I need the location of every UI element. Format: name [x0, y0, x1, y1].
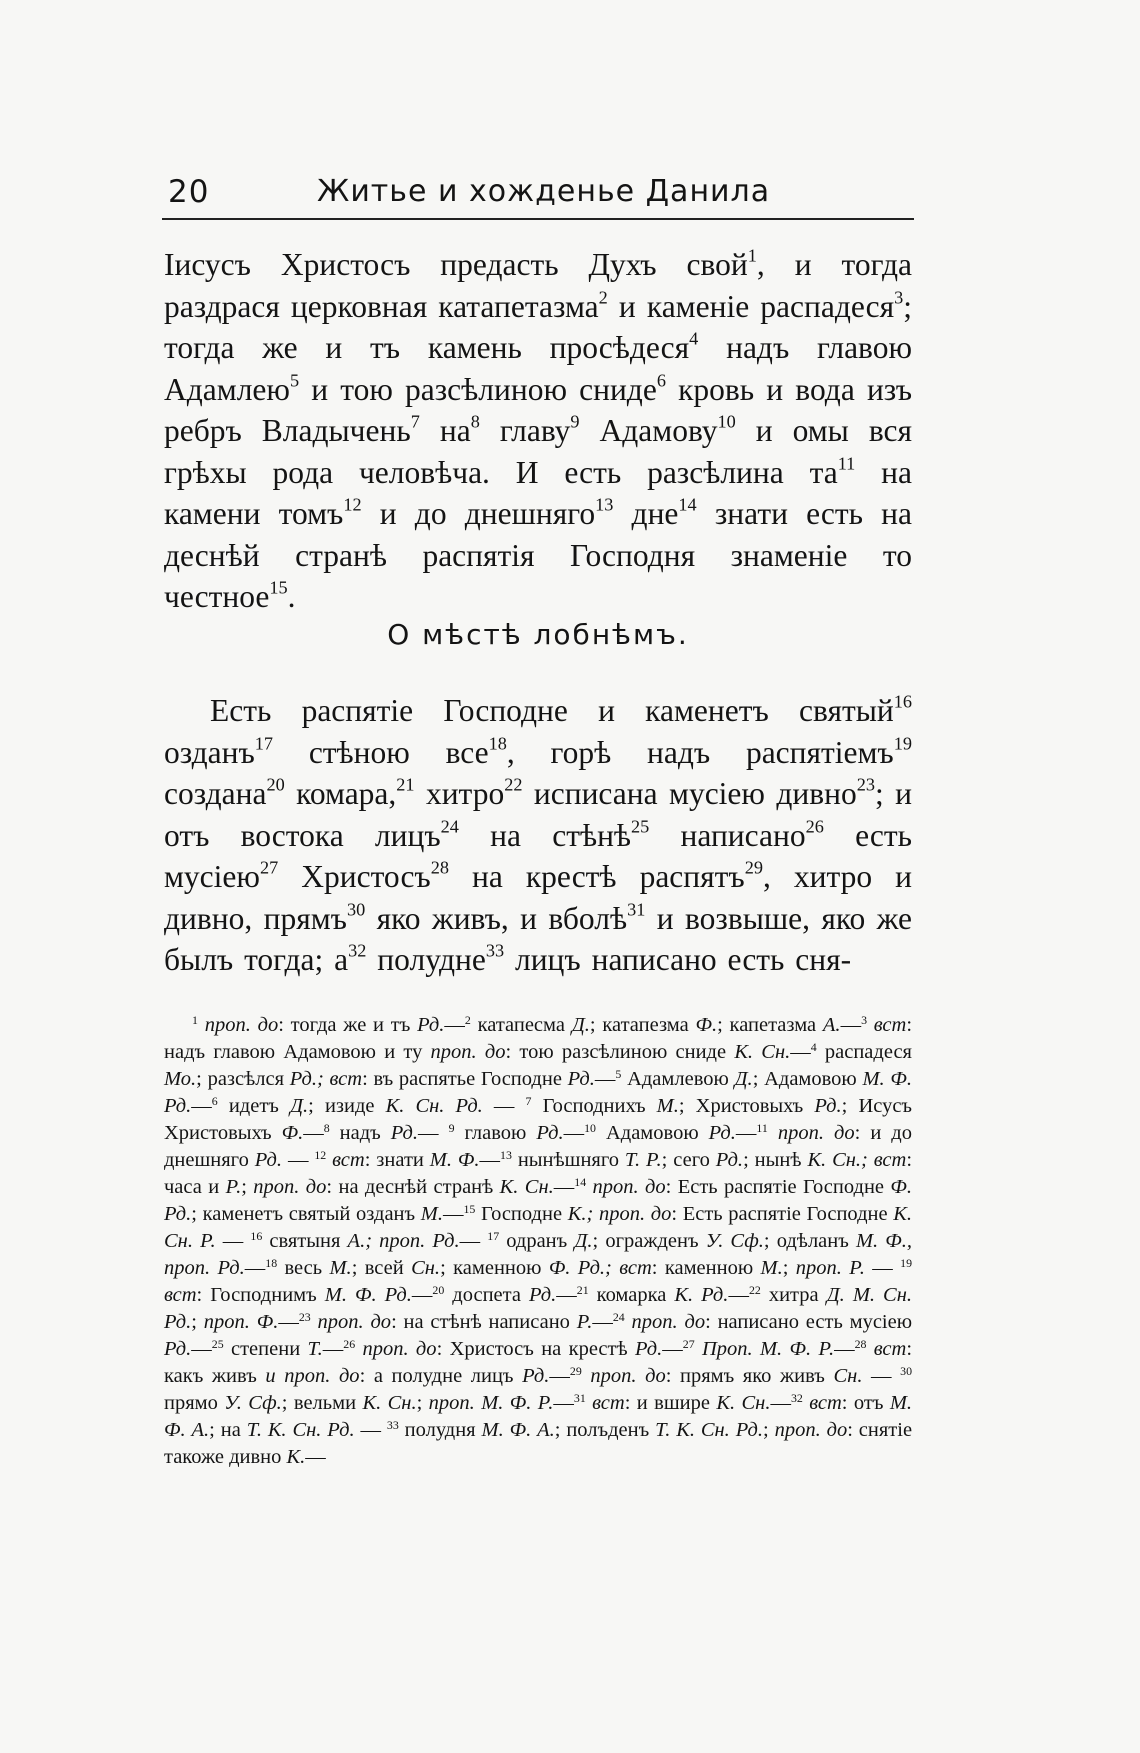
- text-run: —: [840, 1014, 862, 1036]
- text-run: —: [862, 1365, 901, 1387]
- text-run: ; разсѣлся: [196, 1068, 290, 1090]
- text-run: есть мусіею: [164, 817, 912, 894]
- text-run: ; огражденъ: [592, 1230, 706, 1252]
- text-run: ; тогда же и тъ камень просѣдеся: [164, 288, 913, 365]
- text-run: ; изиде: [308, 1095, 386, 1117]
- text-run: ;: [191, 1311, 204, 1333]
- footnote-ref: 7: [525, 1093, 532, 1108]
- siglum-italic: Мо.: [164, 1068, 197, 1090]
- siglum-italic: проп. до: [317, 1311, 392, 1333]
- text-run: исписана мусіею дивно: [522, 776, 857, 811]
- text-run: главу: [479, 413, 571, 448]
- footnote-ref: 9: [448, 1120, 455, 1135]
- text-run: —: [282, 1149, 315, 1171]
- siglum-italic: вст: [873, 1338, 907, 1360]
- footnote-ref: 11: [756, 1120, 768, 1135]
- text-run: —: [305, 1446, 326, 1468]
- text-run: , и тогда раздрася церковная катапетазма: [164, 247, 912, 324]
- text-run: : какъ живъ: [164, 1338, 913, 1387]
- text-run: —: [563, 1122, 585, 1144]
- siglum-italic: проп. до: [774, 1419, 848, 1441]
- footnote-ref: 29: [744, 857, 763, 878]
- text-run: [867, 1014, 874, 1036]
- siglum-italic: Рд.: [164, 1338, 192, 1360]
- footnote-ref: 17: [487, 1228, 500, 1243]
- text-run: дне: [613, 496, 679, 531]
- siglum-italic: М. Ф.: [429, 1149, 480, 1171]
- siglum-italic: Рд.: [634, 1338, 663, 1360]
- running-title: Житье и хожденье Данила: [317, 174, 771, 209]
- footnote-ref: 14: [574, 1174, 587, 1189]
- text-run: ; Христовыхъ: [678, 1095, 815, 1117]
- text-run: [198, 1014, 205, 1036]
- siglum-italic: К. Сн.: [734, 1041, 791, 1063]
- text-run: полудне: [366, 942, 486, 977]
- footnote-ref: 4: [689, 328, 699, 349]
- footnote-ref: 19: [900, 1255, 912, 1270]
- footnote-ref: 33: [485, 940, 505, 961]
- siglum-italic: проп. до: [592, 1176, 666, 1198]
- footnote-ref: 33: [386, 1417, 399, 1432]
- footnote-ref: 24: [612, 1309, 625, 1324]
- footnote-ref: 32: [348, 940, 367, 961]
- footnote-ref: 1: [192, 1012, 198, 1027]
- siglum-italic: К. Рд.: [674, 1284, 729, 1306]
- siglum-italic: проп. до: [430, 1041, 506, 1063]
- text-run: ;: [762, 1419, 775, 1441]
- siglum-italic: Д.: [289, 1095, 309, 1117]
- text-run: на камени томъ: [164, 454, 912, 531]
- footnote-ref: 6: [211, 1093, 218, 1108]
- text-run: —: [770, 1392, 791, 1414]
- text-run: ; каменетъ святый озданъ: [191, 1203, 421, 1225]
- footnote-ref: 30: [900, 1363, 913, 1378]
- text-run: ;: [416, 1392, 429, 1414]
- footnote-ref: 23: [856, 774, 875, 795]
- text-run: ; Исусъ Христовыхъ: [164, 1095, 913, 1144]
- paragraph-1: [164, 244, 912, 618]
- siglum-italic: К. Сн. Р.: [164, 1203, 913, 1252]
- footnote-ref: 5: [289, 369, 300, 390]
- text-run: —: [592, 1311, 613, 1333]
- text-run: надъ главою Адамлею: [164, 330, 912, 407]
- footnote-ref: 12: [314, 1147, 327, 1162]
- text-run: одранъ: [499, 1230, 575, 1252]
- siglum-italic: Рд.; вст: [289, 1068, 363, 1090]
- siglum-italic: Р.: [225, 1176, 242, 1198]
- footnote-ref: 3: [861, 1012, 867, 1027]
- text-run: : въ распятье Господне: [362, 1068, 568, 1090]
- siglum-italic: К. Сн. Рд.: [385, 1095, 483, 1117]
- siglum-italic: Д.: [571, 1014, 590, 1036]
- siglum-italic: К. Сн.: [362, 1392, 417, 1414]
- text-run: Адамову: [579, 413, 718, 448]
- text-run: кровь и вода изъ ребръ Владычень: [164, 371, 912, 448]
- siglum-italic: М. Ф., проп. Рд.: [164, 1230, 912, 1279]
- footnote-ref: 29: [569, 1363, 582, 1378]
- siglum-italic: К. Сн.; вст: [807, 1149, 907, 1171]
- text-run: , хитро и дивно, прямъ: [164, 859, 912, 936]
- text-run: Господнихъ: [531, 1095, 657, 1117]
- text-run: : Господнимъ: [196, 1284, 325, 1306]
- text-run: весь: [277, 1257, 330, 1279]
- text-run: на стѣнѣ: [458, 817, 632, 853]
- footnote-ref: 18: [488, 732, 507, 753]
- footnote-ref: 13: [595, 494, 614, 515]
- footnote-ref: 12: [343, 494, 362, 515]
- siglum-italic: У. Сф.: [224, 1392, 282, 1414]
- text-run: —: [444, 1014, 465, 1036]
- text-run: полудня: [398, 1419, 482, 1441]
- siglum-italic: М.: [656, 1095, 679, 1117]
- siglum-italic: Сн.: [411, 1257, 441, 1279]
- text-run: [695, 1338, 702, 1360]
- text-run: : написано есть мусіею: [705, 1311, 913, 1333]
- text-run: ; сего: [661, 1149, 716, 1171]
- text-run: на: [419, 413, 471, 448]
- footnote-ref: 3: [894, 286, 904, 307]
- siglum-italic: Т.: [307, 1338, 323, 1360]
- text-run: : тогда же и тъ: [278, 1014, 418, 1036]
- footnote-ref: 14: [678, 494, 697, 515]
- footnote-ref: 19: [893, 732, 912, 753]
- text-run: —: [322, 1338, 344, 1360]
- siglum-italic: К.; проп. до: [567, 1203, 672, 1225]
- siglum-italic: Рд.: [567, 1068, 595, 1090]
- text-run: —: [482, 1095, 526, 1117]
- text-run: , горѣ надъ распятіемъ: [506, 734, 894, 770]
- text-run: стѣною все: [273, 734, 489, 770]
- text-run: Адамовою: [595, 1122, 709, 1144]
- section-heading: О мѣстѣ лобнѣмъ.: [387, 618, 689, 651]
- text-run: —: [191, 1338, 212, 1360]
- siglum-italic: Рд.: [708, 1122, 736, 1144]
- text-run: —: [303, 1122, 324, 1144]
- text-run: Іисусъ Христосъ предасть Духъ свой: [164, 247, 748, 282]
- footnote-ref: 20: [266, 774, 285, 795]
- footnote-ref: 26: [805, 815, 824, 836]
- footnote-ref: 21: [576, 1282, 589, 1297]
- siglum-italic: проп. до: [631, 1311, 706, 1333]
- text-run: катапеcма: [470, 1014, 572, 1036]
- text-run: —: [459, 1230, 488, 1252]
- footnote-ref: 27: [259, 857, 279, 878]
- footnote-ref: 18: [265, 1255, 278, 1270]
- footnote-ref: 31: [573, 1390, 586, 1405]
- siglum-italic: Т. К. Сн. Рд.: [246, 1419, 355, 1441]
- footnote-ref: 32: [790, 1390, 803, 1405]
- text-run: создана: [164, 776, 267, 811]
- footnote-ref: 16: [250, 1228, 263, 1243]
- text-run: доспета: [444, 1284, 529, 1306]
- text-run: и возвыше, яко же былъ тогда; а: [164, 900, 913, 977]
- text-run: ; и отъ востока лицъ: [164, 776, 912, 853]
- footnote-ref: 17: [254, 732, 274, 753]
- siglum-italic: К. Сн.: [716, 1392, 771, 1414]
- siglum-italic: вст: [809, 1392, 842, 1414]
- text-run: Адамлевою: [621, 1068, 735, 1090]
- siglum-italic: Ф. Рд.: [164, 1176, 913, 1225]
- siglum-italic: вст: [332, 1149, 365, 1171]
- footnote-ref: 11: [837, 452, 856, 473]
- siglum-italic: и проп. до: [265, 1365, 360, 1387]
- siglum-italic: Ф.: [695, 1014, 718, 1036]
- footnote-ref: 31: [627, 898, 646, 919]
- text-run: —: [354, 1419, 387, 1441]
- text-run: —: [553, 1392, 574, 1414]
- siglum-italic: Т. К. Сн. Рд.: [655, 1419, 763, 1441]
- text-run: ; нынѣ: [743, 1149, 808, 1171]
- text-run: : прямъ яко живъ: [665, 1365, 834, 1387]
- siglum-italic: М. Ф. А.: [481, 1419, 555, 1441]
- text-run: .: [287, 579, 296, 614]
- footnote-ref: 25: [211, 1336, 224, 1351]
- siglum-italic: Рд.: [814, 1095, 842, 1117]
- text-run: ; вельми: [281, 1392, 363, 1414]
- siglum-italic: К.: [286, 1446, 306, 1468]
- text-run: : и до днешняго: [164, 1122, 912, 1171]
- footnote-ref: 16: [893, 691, 912, 712]
- text-run: Господне: [475, 1203, 568, 1225]
- footnote-ref: 24: [440, 815, 459, 836]
- footnote-ref: 28: [430, 857, 449, 878]
- text-run: прямо: [164, 1392, 225, 1414]
- text-run: лицъ написано есть сня-: [504, 942, 852, 977]
- footnote-ref: 30: [346, 898, 366, 919]
- siglum-italic: У. Сф.: [705, 1230, 764, 1252]
- siglum-italic: М. Ф. Рд.: [324, 1284, 412, 1306]
- text-run: —: [728, 1284, 749, 1306]
- text-run: —: [411, 1284, 433, 1306]
- siglum-italic: Т. Р.: [624, 1149, 662, 1171]
- text-run: —: [479, 1149, 501, 1171]
- text-run: комара,: [284, 776, 397, 811]
- text-run: святыня: [262, 1230, 348, 1252]
- siglum-italic: Сн.: [833, 1365, 863, 1387]
- siglum-italic: Рд.: [528, 1284, 557, 1306]
- footnote-ref: 21: [396, 774, 415, 795]
- text-run: : Христосъ на крестѣ: [436, 1338, 635, 1360]
- text-run: [768, 1122, 778, 1144]
- text-run: нынѣшняго: [511, 1149, 625, 1171]
- footnote-ref: 2: [464, 1012, 471, 1027]
- siglum-italic: проп. до: [590, 1365, 666, 1387]
- text-run: : каменною: [651, 1257, 761, 1279]
- text-run: знати есть на деснѣй странѣ распятія Господня знаменіе то честное: [164, 496, 912, 614]
- footnote-ref: 4: [810, 1039, 817, 1054]
- text-run: Есть распятіе Господне и каменетъ святый: [210, 693, 894, 728]
- siglum-italic: проп. до: [204, 1014, 279, 1036]
- text-run: —: [735, 1122, 757, 1144]
- text-run: —: [662, 1338, 683, 1360]
- page-header: [162, 170, 914, 220]
- footnote-ref: 9: [570, 411, 580, 432]
- siglum-italic: вст: [592, 1392, 625, 1414]
- text-run: яко живъ, и вболѣ: [365, 900, 628, 936]
- text-run: —: [278, 1311, 299, 1333]
- text-run: : отъ: [841, 1392, 890, 1414]
- paragraph-2: [164, 690, 912, 981]
- siglum-italic: Рд.: [536, 1122, 564, 1144]
- siglum-italic: Рд.: [715, 1149, 744, 1171]
- footnote-ref: 2: [598, 286, 608, 307]
- text-run: —: [442, 1203, 464, 1225]
- text-run: ;: [241, 1176, 254, 1198]
- text-run: комарка: [588, 1284, 675, 1306]
- text-run: ; всей: [351, 1257, 412, 1279]
- siglum-italic: М. Ф. А.: [164, 1392, 913, 1441]
- text-run: озданъ: [164, 734, 255, 770]
- siglum-italic: проп. Р.: [795, 1257, 865, 1279]
- footnote-ref: 26: [343, 1336, 356, 1351]
- book-page: [162, 170, 914, 1590]
- text-run: —: [594, 1068, 616, 1090]
- footnote-ref: 28: [854, 1336, 867, 1351]
- footnote-ref: 22: [748, 1282, 761, 1297]
- footnote-ref: 22: [504, 774, 523, 795]
- footnote-ref: 27: [682, 1336, 695, 1351]
- siglum-italic: Ф. Рд.; вст: [548, 1257, 652, 1279]
- text-run: ;: [782, 1257, 796, 1279]
- siglum-italic: Проп. М. Ф. Р.: [701, 1338, 835, 1360]
- text-run: [866, 1338, 873, 1360]
- footnote-ref: 1: [747, 245, 757, 266]
- text-run: и до днешняго: [361, 496, 596, 531]
- footnote-ref: 10: [584, 1120, 596, 1135]
- text-run: и тою разсѣлиною сниде: [299, 371, 657, 407]
- text-run: : на стѣнѣ написано: [391, 1311, 577, 1333]
- text-run: —: [215, 1230, 251, 1252]
- footnote-ref: 5: [615, 1066, 622, 1081]
- siglum-italic: проп. Ф.: [203, 1311, 279, 1333]
- text-run: [625, 1311, 632, 1333]
- siglum-italic: проп. до: [253, 1176, 327, 1198]
- footnote-ref: 10: [717, 411, 736, 432]
- text-run: ; на: [209, 1419, 247, 1441]
- siglum-italic: А.; проп. Рд.: [347, 1230, 460, 1252]
- text-run: ; Адамовою: [752, 1068, 863, 1090]
- text-run: —: [790, 1041, 811, 1063]
- text-run: ; катапезма: [589, 1014, 696, 1036]
- text-run: надъ: [329, 1122, 391, 1144]
- siglum-italic: Рд.: [254, 1149, 283, 1171]
- text-run: ; капетазма: [717, 1014, 823, 1036]
- footnote-ref: 20: [432, 1282, 445, 1297]
- text-run: —: [553, 1176, 575, 1198]
- text-run: : снятіе такоже дивно: [164, 1419, 913, 1468]
- text-run: хитро: [414, 776, 505, 811]
- text-run: идетъ: [217, 1095, 290, 1117]
- siglum-italic: К. Сн.: [499, 1176, 554, 1198]
- footnote-ref: 8: [323, 1120, 330, 1135]
- text-run: : а полудне лицъ: [359, 1365, 523, 1387]
- footnote-ref: 7: [410, 411, 420, 432]
- text-run: —: [418, 1122, 449, 1144]
- text-run: ; каменною: [440, 1257, 549, 1279]
- text-run: —: [191, 1095, 212, 1117]
- text-run: : на деснѣй странѣ: [326, 1176, 500, 1198]
- siglum-italic: вст: [873, 1014, 907, 1036]
- text-run: —: [834, 1338, 855, 1360]
- text-run: [311, 1311, 318, 1333]
- siglum-italic: А.: [822, 1014, 841, 1036]
- siglum-italic: М. Ф. Рд.: [164, 1068, 912, 1117]
- text-run: : часа и: [164, 1149, 913, 1198]
- text-run: степени: [223, 1338, 308, 1360]
- footnote-ref: 15: [269, 577, 288, 598]
- text-run: : Есть распятіе Господне: [665, 1176, 891, 1198]
- text-run: и каменіе распадеся: [607, 288, 895, 324]
- text-run: на крестѣ распятъ: [448, 859, 745, 894]
- text-run: : Есть распятіе Господне: [671, 1203, 894, 1225]
- siglum-italic: Д. М. Сн. Рд.: [164, 1284, 913, 1333]
- siglum-italic: проп. до: [777, 1122, 855, 1144]
- siglum-italic: Д.: [734, 1068, 753, 1090]
- text-run: Христосъ: [278, 859, 431, 894]
- text-run: —: [549, 1365, 570, 1387]
- footnote-ref: 23: [298, 1309, 311, 1324]
- footnote-ref: 25: [631, 815, 650, 836]
- text-run: хитра: [760, 1284, 827, 1306]
- text-run: : знати: [364, 1149, 430, 1171]
- siglum-italic: М.: [760, 1257, 783, 1279]
- text-run: ; полъденъ: [554, 1419, 656, 1441]
- text-run: : и вшире: [624, 1392, 717, 1414]
- siglum-italic: Р.: [576, 1311, 593, 1333]
- siglum-italic: М.: [420, 1203, 443, 1225]
- siglum-italic: Рд.: [417, 1014, 445, 1036]
- text-run: —: [556, 1284, 577, 1306]
- siglum-italic: вст: [164, 1284, 197, 1306]
- footnotes: [164, 1012, 912, 1471]
- siglum-italic: Рд.: [390, 1122, 419, 1144]
- footnote-ref: 15: [463, 1201, 476, 1216]
- text-run: —: [864, 1257, 901, 1279]
- page-number: 20: [168, 174, 210, 210]
- siglum-italic: проп. М. Ф. Р.: [428, 1392, 554, 1414]
- siglum-italic: Д.: [574, 1230, 593, 1252]
- text-run: : тою разсѣлиною сниде: [505, 1041, 735, 1063]
- text-run: —: [244, 1257, 266, 1279]
- text-run: распадеся: [816, 1041, 912, 1063]
- siglum-italic: Рд.: [522, 1365, 550, 1387]
- siglum-italic: Ф.: [281, 1122, 304, 1144]
- text-run: написано: [649, 817, 806, 853]
- text-run: главою: [454, 1122, 537, 1144]
- footnote-ref: 6: [656, 369, 666, 390]
- footnote-ref: 8: [470, 411, 480, 432]
- siglum-italic: проп. до: [362, 1338, 437, 1360]
- footnote-ref: 13: [500, 1147, 512, 1162]
- text-run: : надъ главою Адамовою и ту: [164, 1014, 913, 1063]
- siglum-italic: М.: [329, 1257, 352, 1279]
- text-run: и омы вся грѣхы рода человѣча. И есть разсѣлина та: [164, 413, 912, 490]
- text-run: ; одѣланъ: [763, 1230, 856, 1252]
